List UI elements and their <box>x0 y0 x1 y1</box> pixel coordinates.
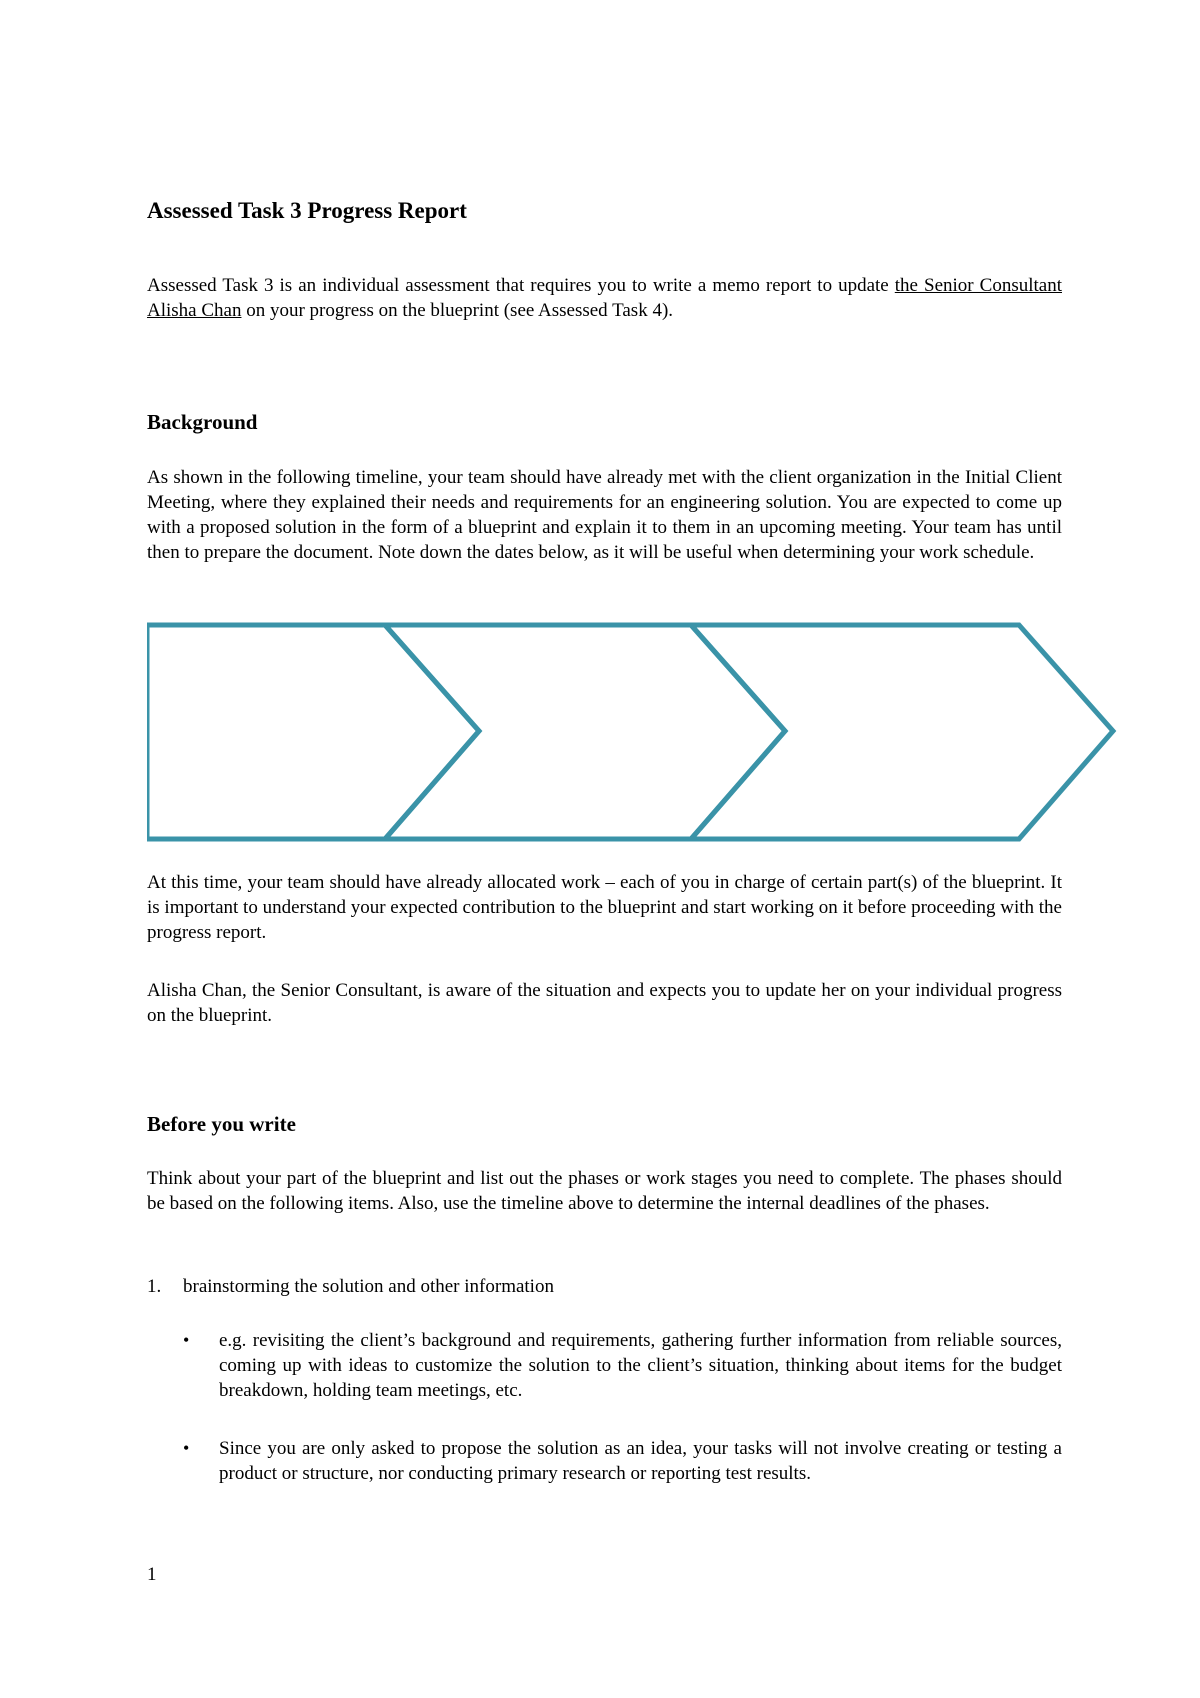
timeline-diagram <box>147 622 1127 842</box>
list-number: 1. <box>147 1276 162 1297</box>
before-you-write-heading: Before you write <box>147 1112 296 1136</box>
page-number: 1 <box>147 1564 157 1585</box>
timeline-stage-3 <box>691 625 1113 839</box>
bullet-text: e.g. revisiting the client’s background and requirements, gathering further information from reliable sources, coming up with ideas to customize the solution to the client’s situation, thinking about items for the budget breakdown, holding team meetings, etc. <box>219 1330 1062 1401</box>
alisha-paragraph: Alisha Chan, the Senior Consultant, is aware of the situation and expects you to update her on your individual progress on the blueprint. <box>147 980 1062 1026</box>
bullet-icon: • <box>183 1438 190 1458</box>
document-page <box>147 0 1062 1698</box>
timeline-stage-1 <box>147 625 479 839</box>
background-paragraph: As shown in the following timeline, your team should have already met with the client organization in the Initial Client Meeting, where they explained their needs and requirements for an engineering solution. You are expected to come up with a proposed solution in the form of a blueprint and explain it to them in an upcoming meeting. Your team has until then to prepare the document. Note down the dates below, as it will be useful when determining your work schedule. <box>147 467 1062 563</box>
bullet-text: Since you are only asked to propose the solution as an idea, your tasks will not involve creating or testing a product or structure, nor conducting primary research or reporting test results. <box>219 1438 1062 1484</box>
document-title: Assessed Task 3 Progress Report <box>147 198 467 223</box>
background-heading: Background <box>147 410 258 434</box>
bullet-item-1 <box>183 1328 1062 1403</box>
allocation-paragraph: At this time, your team should have already allocated work – each of you in charge of certain part(s) of the blueprint. It is important to understand your expected contribution to the blueprint and start working on it before proceeding with the progress report. <box>147 872 1062 943</box>
senior-consultant-link[interactable]: the Senior Consultant Alisha Chan <box>147 275 1062 321</box>
intro-text-start: Assessed Task 3 is an individual assessment that requires you to write a memo report to update <box>147 275 895 296</box>
list-item-text: brainstorming the solution and other information <box>183 1276 554 1297</box>
bullet-icon: • <box>183 1330 190 1350</box>
before-you-write-paragraph: Think about your part of the blueprint and list out the phases or work stages you need to complete. The phases should be based on the following items. Also, use the timeline above to determine the internal deadlines of the phases. <box>147 1168 1062 1214</box>
intro-paragraph <box>147 273 1062 323</box>
timeline-stage-2 <box>385 625 785 839</box>
numbered-item-1 <box>147 1274 1062 1299</box>
bullet-item-2 <box>183 1436 1062 1486</box>
intro-text-end: on your progress on the blueprint (see Assessed Task 4). <box>241 300 674 321</box>
